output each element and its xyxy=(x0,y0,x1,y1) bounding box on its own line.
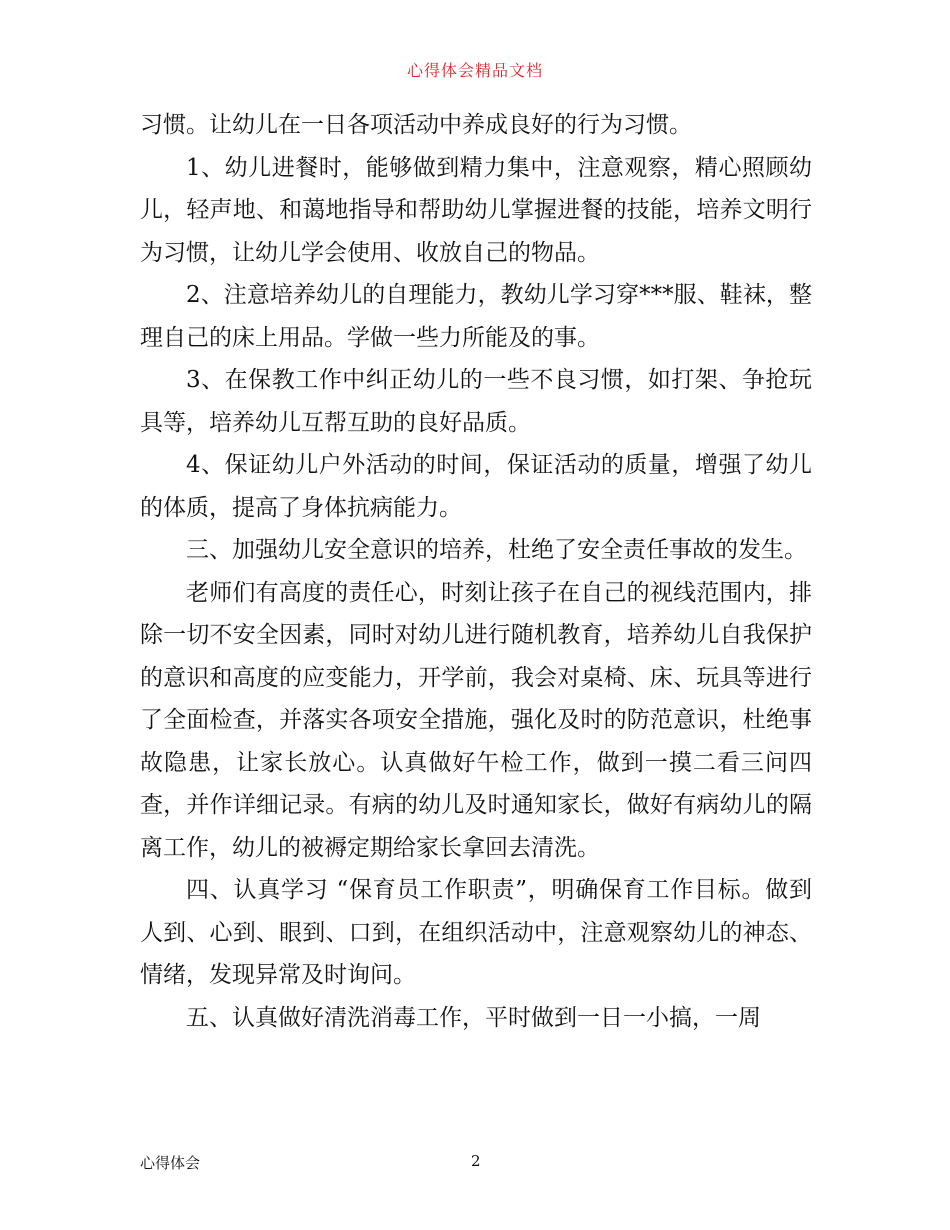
section-heading-3: 三、加强幼儿安全意识的培养，杜绝了安全责任事故的发生。 xyxy=(186,537,807,563)
paragraph-safety: 老师们有高度的责任心，时刻让孩子在自己的视线范围内，排除一切不安全因素，同时对幼儿进行随机教育，培养幼儿自我保护的意识和高度的应变能力，开学前，我会对桌椅、床、玩具等进行了全面检查，并落实各项安全措施，强化及时的防范意识，杜绝事故隐患，让家长放心。认真做好午检工作，做到一摸二看三问四查，并作详细记录。有病的幼儿及时通知家长，做好有病幼儿的隔离工作，幼儿的被褥定期给家长拿回去清洗。 xyxy=(140,579,812,861)
section-heading-4: 四、认真学习 “保育员工作职责”，明确保育工作目标。做到人到、心到、眼到、口到，在组织活动中，注意观察幼儿的神态、情绪，发现异常及时询问。 xyxy=(140,877,812,988)
page-number: 2 xyxy=(471,1152,481,1170)
page-header-title: 心得体会精品文档 xyxy=(406,61,543,80)
document-body xyxy=(140,104,812,1039)
paragraph-item-2: 2、注意培养幼儿的自理能力，教幼儿学习穿***服、鞋袜，整理自己的床上用品。学做一些力所能及的事。 xyxy=(140,282,812,351)
paragraph-item-3: 3、在保教工作中纠正幼儿的一些不良习惯，如打架、争抢玩具等，培养幼儿互帮互助的良好品质。 xyxy=(140,367,812,436)
paragraph-continuation: 习惯。让幼儿在一日各项活动中养成良好的行为习惯。 xyxy=(140,112,692,138)
footer-label: 心得体会 xyxy=(140,1154,201,1172)
page-footer xyxy=(140,1152,812,1176)
section-heading-5: 五、认真做好清洗消毒工作，平时做到一日一小搞，一周 xyxy=(186,1004,761,1031)
paragraph-item-1: 1、幼儿进餐时，能够做到精力集中，注意观察，精心照顾幼儿，轻声地、和蔼地指导和帮助幼儿掌握进餐的技能，培养文明行为习惯，让幼儿学会使用、收放自己的物品。 xyxy=(140,154,812,266)
paragraph-item-4: 4、保证幼儿户外活动的时间，保证活动的质量，增强了幼儿的体质，提高了身体抗病能力。 xyxy=(140,452,812,521)
